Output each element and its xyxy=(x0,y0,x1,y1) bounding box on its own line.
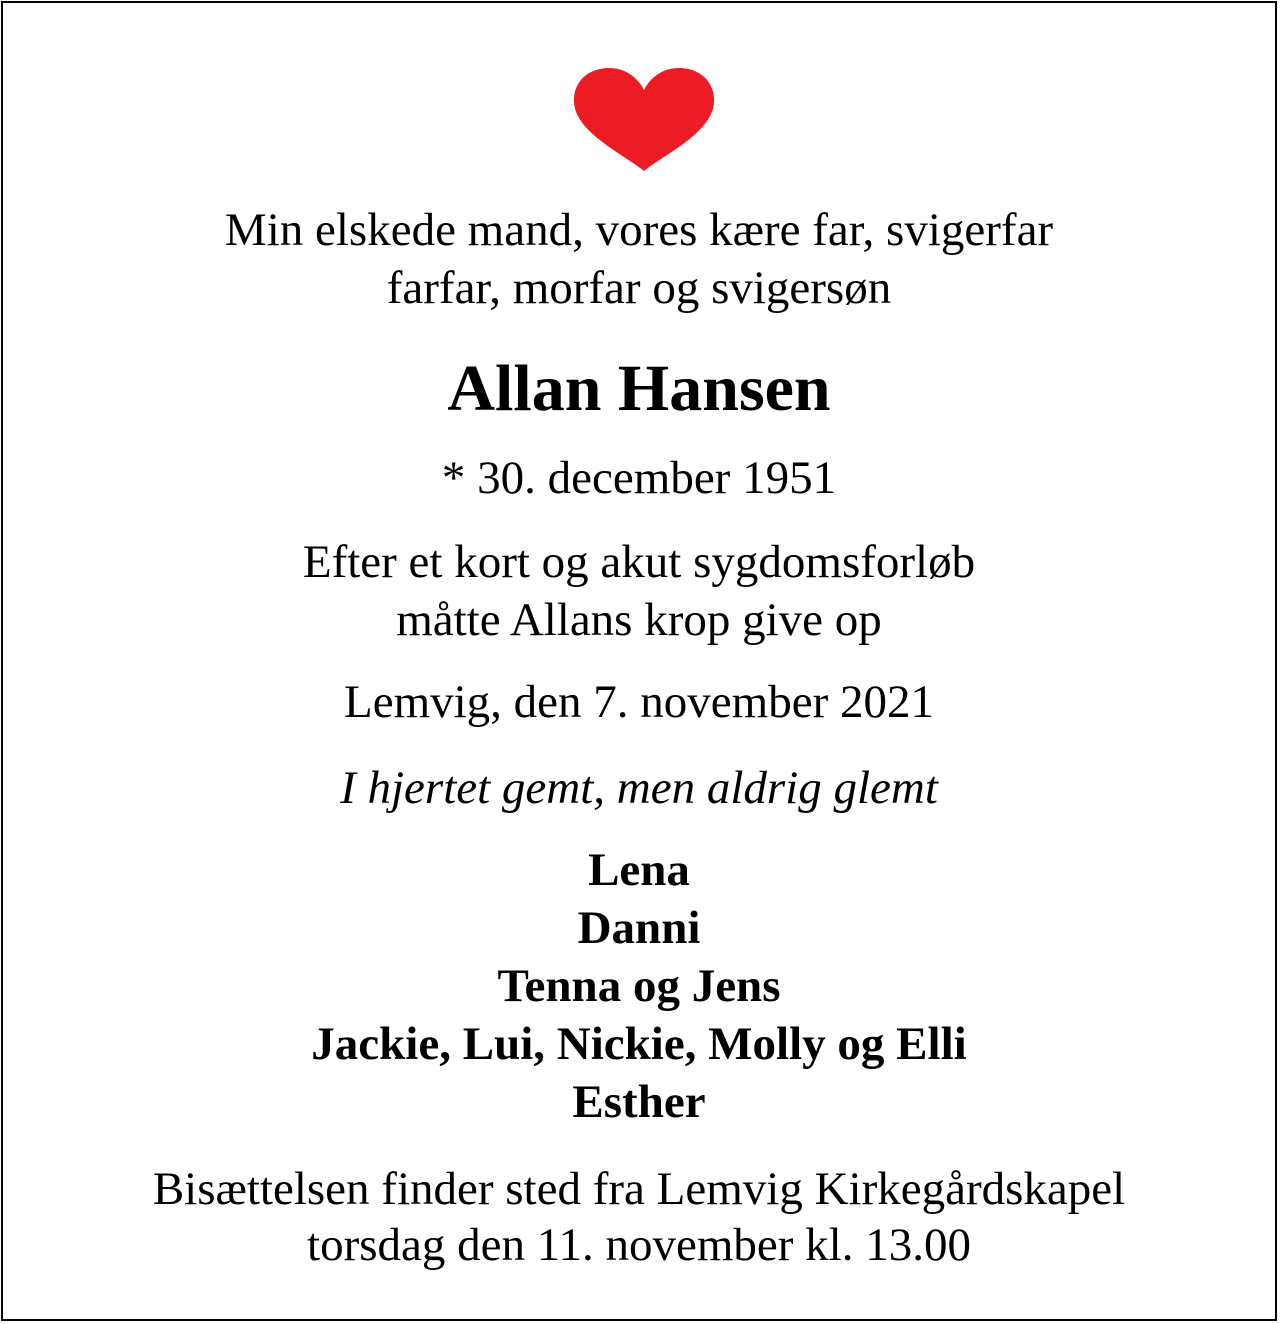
family-member: Lena xyxy=(588,844,690,896)
memorial-motto: I hjertet gemt, men aldrig glemt xyxy=(340,762,938,814)
intro-text xyxy=(3,201,1275,317)
family-member: Danni xyxy=(577,902,701,954)
intro-line-2: farfar, morfar og svigersøn xyxy=(386,262,892,314)
illness-text xyxy=(3,533,1275,649)
family-member: Esther xyxy=(572,1076,706,1128)
death-place-date: Lemvig, den 7. november 2021 xyxy=(344,676,934,728)
deceased-name: Allan Hansen xyxy=(447,352,831,425)
heart-shape xyxy=(574,68,714,171)
funeral-info xyxy=(3,1161,1275,1273)
birth-date: * 30. december 1951 xyxy=(441,452,837,504)
obituary-frame xyxy=(1,1,1277,1321)
heart-icon xyxy=(571,66,717,172)
intro-line-1: Min elskede mand, vores kære far, svigerfar xyxy=(224,204,1054,256)
funeral-line-2: torsdag den 11. november kl. 13.00 xyxy=(307,1219,971,1271)
funeral-line-1: Bisættelsen finder sted fra Lemvig Kirkegårdskapel xyxy=(152,1163,1126,1215)
family-member: Jackie, Lui, Nickie, Molly og Elli xyxy=(311,1018,967,1070)
family-signatures xyxy=(3,841,1275,1131)
family-member: Tenna og Jens xyxy=(497,960,781,1012)
illness-line-2: måtte Allans krop give op xyxy=(396,594,882,646)
illness-line-1: Efter et kort og akut sygdomsforløb xyxy=(302,536,976,588)
